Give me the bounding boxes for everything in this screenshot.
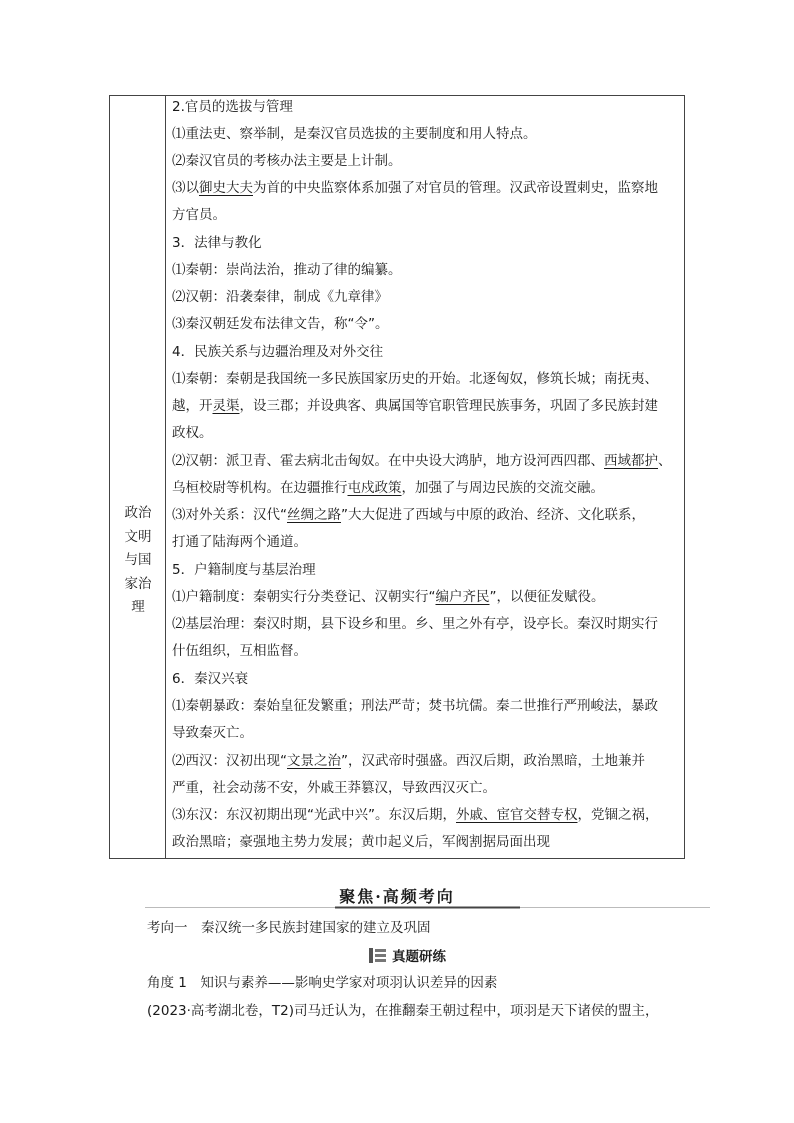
jiaodu-heading: 角度 1 知识与素养——影响史学家对项羽认识差异的因素 <box>147 975 498 991</box>
badge-label: 真题研练 <box>392 949 446 965</box>
heading-rise-fall: 6．秦汉兴衰 <box>172 671 249 687</box>
text-line: ⑴秦朝：崇尚法治，推动了律的编纂。 <box>172 262 402 278</box>
question-text: (2023·高考湖北卷，T2)司马迁认为，在推翻秦王朝过程中，项羽是天下诸侯的盟主， <box>147 1003 659 1019</box>
text-span: 乌桓校尉等机构。在边疆推行 <box>172 480 348 496</box>
text-span: ⑶东汉：东汉初期出现“光武中兴”。东汉后期， <box>172 807 456 823</box>
text-line: 打通了陆海两个通道。 <box>172 534 307 550</box>
text-line <box>172 752 645 770</box>
text-line: ⑴重法吏、察举制，是秦汉官员选拔的主要制度和用人特点。 <box>172 126 537 142</box>
text-line: ⑵秦汉官员的考核办法主要是上计制。 <box>172 153 402 169</box>
text-span: ⑶对外关系：汉代“ <box>172 507 287 523</box>
text-span: ⑵汉朝：派卫青、霍去病北击匈奴。在中央设大鸿胪，地方设河西四郡、 <box>172 453 604 469</box>
text-line: ⑴秦朝：秦朝是我国统一多民族国家历史的开始。北逐匈奴，修筑长城；南抚夷、 <box>172 371 658 387</box>
category-cell <box>110 96 166 858</box>
text-span: 为首的中央监察体系加强了对官员的管理。汉武帝设置刺史，监察地 <box>253 180 658 196</box>
text-span: ⑶以 <box>172 180 199 196</box>
text-line: 严重，社会动荡不安，外戚王莽篡汉，导致西汉灭亡。 <box>172 780 496 796</box>
underlined-term: 编户齐民 <box>435 589 490 605</box>
text-span: ，设三郡；并设典客、典属国等官职管理民族事务，巩固了多民族封建 <box>239 398 658 414</box>
text-span: ，加强了与周边民族的交流交融。 <box>401 480 604 496</box>
text-line <box>172 806 659 824</box>
text-line: 政权。 <box>172 425 213 441</box>
underlined-term: 灵渠 <box>212 398 240 414</box>
category-label <box>110 502 166 620</box>
real-exam-badge <box>369 945 446 965</box>
underlined-term: 外戚、宦官交替专权 <box>456 807 578 823</box>
category-label-line: 家治 <box>124 575 152 592</box>
text-span: 、 <box>658 453 672 469</box>
text-span: ”大大促进了西域与中原的政治、经济、文化联系， <box>341 507 645 523</box>
title-divider <box>145 906 710 909</box>
kaoxiang-heading: 考向一 秦汉统一多民族封建国家的建立及巩固 <box>147 920 431 936</box>
text-line: ⑴秦朝暴政：秦始皇征发繁重；刑法严苛；焚书坑儒。秦二世推行严刑峻法，暴政 <box>172 698 658 714</box>
underlined-term: 屯戍政策 <box>347 480 402 496</box>
text-line: 政治黑暗；豪强地主势力发展；黄巾起义后，军阀割据局面出现 <box>172 834 550 850</box>
category-label-line: 文明 <box>124 528 152 545</box>
text-line: ⑵基层治理：秦汉时期，县下设乡和里。乡、里之外有亭，设亭长。秦汉时期实行 <box>172 616 658 632</box>
text-line: 方官员。 <box>172 207 226 223</box>
text-span: ⑴户籍制度：秦朝实行分类登记、汉朝实行“ <box>172 589 436 605</box>
underlined-term: 丝绸之路 <box>287 507 341 523</box>
text-line <box>172 479 604 497</box>
section-title: 聚焦·高频考向 <box>339 887 455 906</box>
text-span: ”，以便征发赋役。 <box>489 589 605 605</box>
heading-officials: 2.官员的选拔与管理 <box>172 99 293 115</box>
text-line <box>172 179 658 197</box>
heading-household: 5．户籍制度与基层治理 <box>172 562 316 578</box>
text-span: ⑵西汉：汉初出现“ <box>172 753 287 769</box>
category-label-line: 政治 <box>124 505 152 521</box>
text-line <box>172 397 658 415</box>
underlined-term: 御史大夫 <box>199 180 253 196</box>
text-line: ⑵汉朝：沿袭秦律，制成《九章律》 <box>172 289 388 305</box>
heading-law: 3．法律与教化 <box>172 235 262 251</box>
text-line <box>172 588 605 606</box>
text-line: 导致秦灭亡。 <box>172 725 253 741</box>
text-span: ”，汉武帝时强盛。西汉后期，政治黑暗，土地兼并 <box>341 753 645 769</box>
category-label-line: 理 <box>131 599 145 616</box>
category-label-line: 与国 <box>124 552 152 569</box>
underlined-term: 西域都护 <box>604 453 658 469</box>
underlined-term: 文景之治 <box>287 753 341 769</box>
text-line <box>172 452 672 470</box>
heading-ethnic: 4．民族关系与边疆治理及对外交往 <box>172 344 384 360</box>
text-line: 什伍组织，互相监督。 <box>172 643 307 659</box>
text-line <box>172 506 645 524</box>
summary-table <box>109 95 685 859</box>
text-line: ⑶秦汉朝廷发布法律文告，称“令”。 <box>172 316 389 332</box>
text-span: 越，开 <box>172 398 213 414</box>
list-icon <box>369 948 386 963</box>
text-span: ，党锢之祸， <box>577 807 659 823</box>
